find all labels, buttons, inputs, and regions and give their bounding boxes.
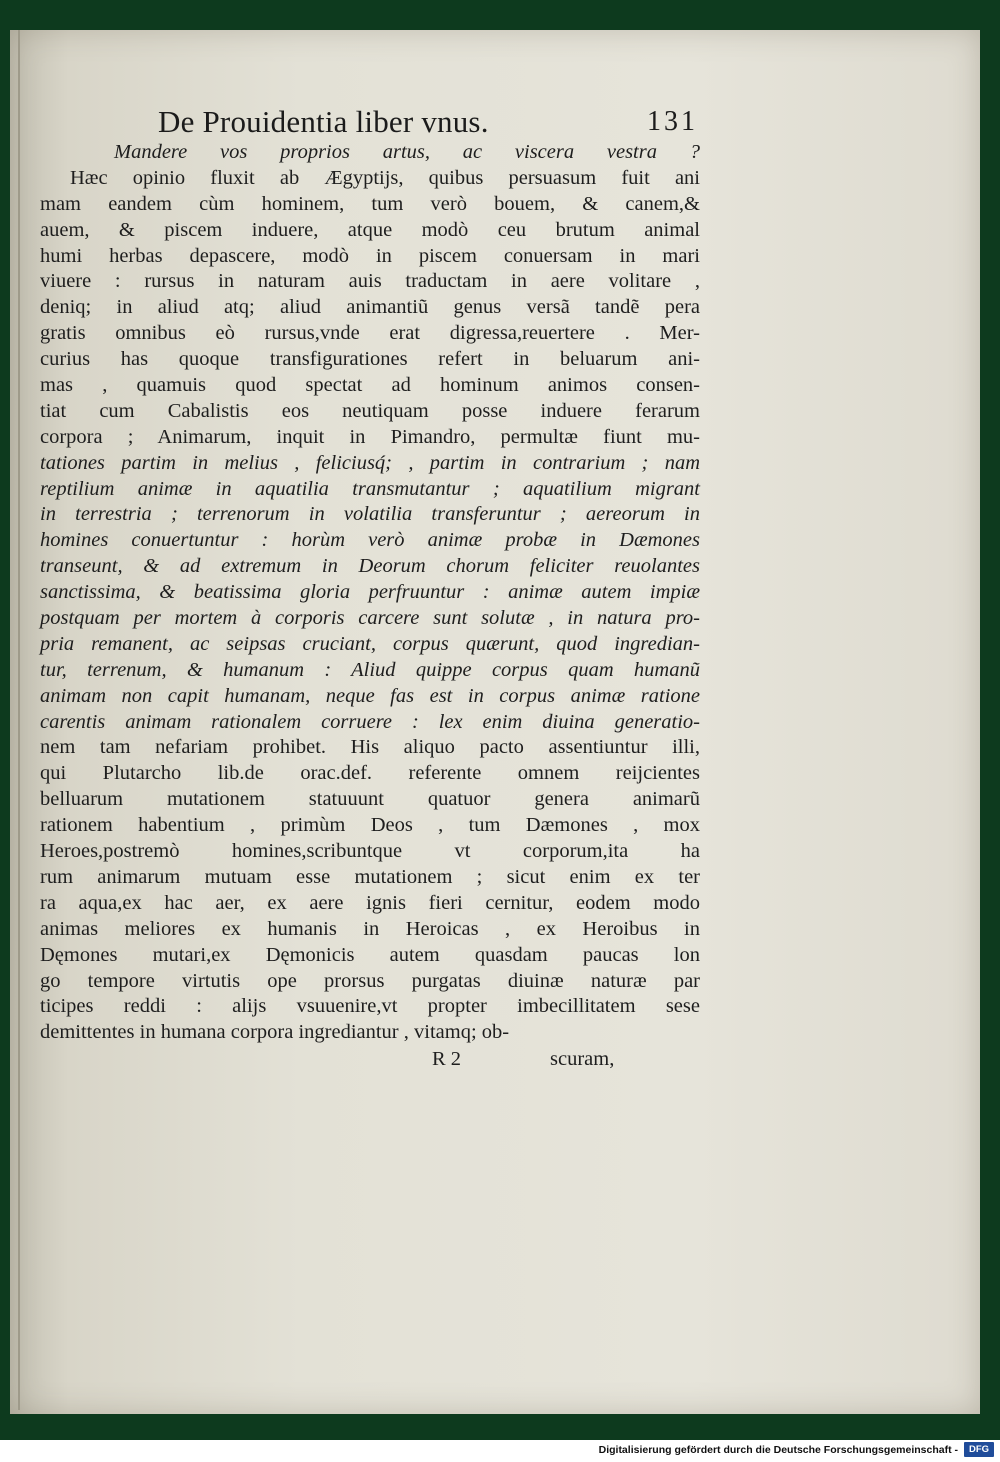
text-line: belluarum mutationem statuuunt quatuor genera animarũ	[40, 788, 700, 811]
text-line: tiat cum Cabalistis eos neutiquam posse induere ferarum	[40, 399, 700, 422]
text-line: tationes partim in melius , feliciusq́; , partim in contrarium ; nam	[40, 451, 700, 474]
text-line: in terrestria ; terrenorum in volatilia transferuntur ; aereorum in	[40, 503, 700, 526]
text-line: qui Plutarcho lib.de orac.def. referente omnem reijcientes	[40, 762, 700, 785]
text-line: go tempore virtutis ope prorsus purgatas diuinæ naturæ par	[40, 969, 700, 992]
text-line: Heroes,postremò homines,scribuntque vt corporum,ita ha	[40, 840, 700, 863]
text-line: pria remanent, ac seipsas cruciant, corpus quærunt, quod ingredian-	[40, 632, 700, 655]
page-header	[158, 104, 698, 144]
catchword: scuram,	[550, 1048, 615, 1071]
text-line: sanctissima, & beatissima gloria perfruuntur : animæ autem impiæ	[40, 581, 700, 604]
text-line: auem, & piscem induere, atque modò ceu brutum animal	[40, 218, 700, 241]
dfg-logo: DFG	[964, 1442, 994, 1457]
text-line: rum animarum mutuam esse mutationem ; sicut enim ex ter	[40, 865, 700, 888]
text-lines	[40, 140, 700, 1046]
text-line: gratis omnibus eò rursus,vnde erat digressa,reuertere . Mer-	[40, 322, 700, 345]
text-line: homines conuertuntur : horùm verò animæ probæ in Dæmones	[40, 529, 700, 552]
text-line: rationem habentium , primùm Deos , tum Dæmones , mox	[40, 814, 700, 837]
dfg-credit: Digitalisierung gefördert durch die Deutsche Forschungsgemeinschaft -	[598, 1444, 958, 1456]
text-line: carentis animam rationalem corruere : lex enim diuina generatio-	[40, 710, 700, 733]
catch-line	[40, 1046, 700, 1072]
page-number: 131	[647, 106, 698, 137]
text-line: transeunt, & ad extremum in Deorum chorum feliciter reuolantes	[40, 555, 700, 578]
text-line: corpora ; Animarum, inquit in Pimandro, permultæ fiunt mu-	[40, 425, 700, 448]
text-line: humi herbas depascere, modò in piscem conuersam in mari	[40, 244, 700, 267]
text-line: mas , quamuis quod spectat ad hominum animos consen-	[40, 374, 700, 397]
text-line: postquam per mortem à corporis carcere sunt solutæ , in natura pro-	[40, 607, 700, 630]
text-line: curius has quoque transfigurationes refert in beluarum ani-	[40, 348, 700, 371]
text-line: Mandere vos proprios artus, ac viscera vestra ?	[114, 141, 700, 163]
text-line: deniq; in aliud atq; aliud animantiũ genus versã tandẽ pera	[40, 296, 700, 319]
text-line: reptilium animæ in aquatilia transmutantur ; aquatilium migrant	[40, 477, 700, 500]
text-line: animam non capit humanam, neque fas est in corpus animæ ratione	[40, 684, 700, 707]
running-title: De Prouidentia liber vnus.	[158, 104, 489, 139]
body-text	[40, 140, 700, 1072]
signature-mark: R 2	[432, 1048, 462, 1071]
text-line: ra aqua,ex hac aer, ex aere ignis fieri cernitur, eodem modo	[40, 891, 700, 914]
text-line: viuere : rursus in naturam auis traductam in aere volitare ,	[40, 270, 700, 293]
page-edge	[18, 30, 20, 1410]
text-line: mam eandem cùm hominem, tum verò bouem, & canem,&	[40, 192, 700, 215]
text-line: Dęmones mutari,ex Dęmonicis autem quasdam paucas lon	[40, 943, 700, 966]
text-line: tur, terrenum, & humanum : Aliud quippe corpus quam humanũ	[40, 658, 700, 681]
text-line: demittentes in humana corpora ingrediantur , vitamq; ob-	[40, 1021, 510, 1044]
text-line: Hæc opinio fluxit ab Ægyptijs, quibus persuasum fuit ani	[70, 166, 700, 189]
text-line: nem tam nefariam prohibet. His aliquo pacto assentiuntur illi,	[40, 736, 700, 759]
text-line: animas meliores ex humanis in Heroicas , ex Heroibus in	[40, 917, 700, 940]
text-line: ticipes reddi : alijs vsuuenire,vt propter imbecillitatem sese	[40, 995, 700, 1018]
